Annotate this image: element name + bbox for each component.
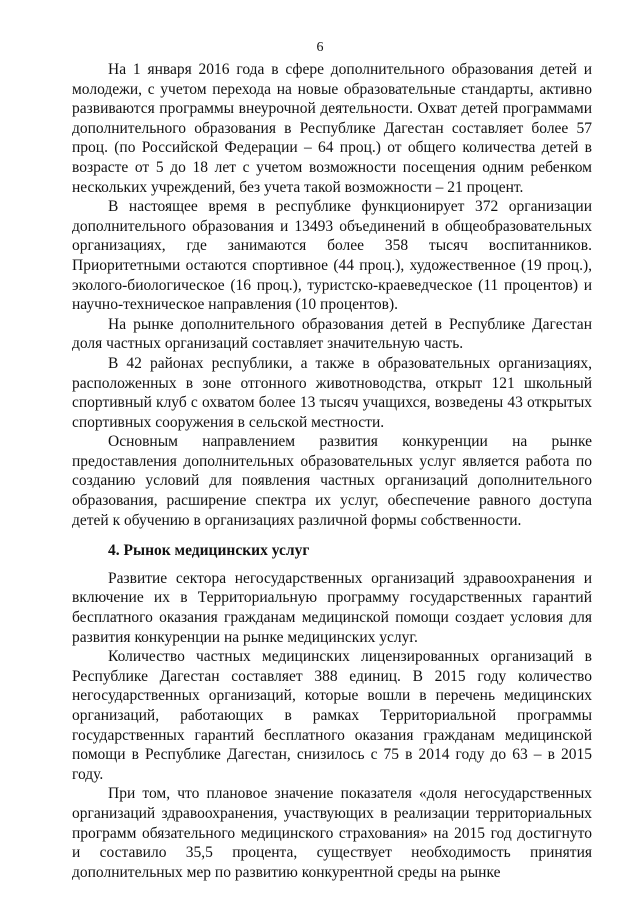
paragraph-private-medical-count: Количество частных медицинских лицензированных организаций в Республике Дагестан составляет 388 единиц. В 2015 году количество негосударственных организаций, которые вошли в перечень медицинских организаций, работающих в рамках Территориальной программы государственных гарантий бесплатного оказания гражданам медицинской помощи в Республике Дагестан, снизилось с 75 в 2014 году до 63 – в 2015 году. xyxy=(72,648,592,783)
paragraph-indicator-share: При том, что плановое значение показателя «доля негосударственных организаций здравоохранения, участвующих в реализации территориальных программ обязательного медицинского страхования» на 2015 год достигнуто и составило 35,5 процента, существует необходимость принятия дополнительных мер по развитию конкурентной среды на рынке xyxy=(72,785,592,881)
section-heading: 4. Рынок медицинских услуг xyxy=(108,542,310,560)
paragraph-sport-clubs: В 42 районах республики, а также в образовательных организациях, расположенных в зоне отгонного животноводства, открыт 121 школьный спортивный клуб с охватом более 13 тысяч учащихся, возведены 43 открытых спортивных сооружения в сельской местности. xyxy=(72,354,592,431)
paragraph-competition-direction: Основным направлением развития конкуренции на рынке предоставления дополнительных образовательных услуг является работа по созданию условий для появления частных организаций дополнительного образования, расширение спектра их услуг, обеспечение равного доступа детей к обучению в организациях различной формы собственности. xyxy=(72,433,592,529)
page-content xyxy=(72,60,592,882)
page-number: 6 xyxy=(316,40,324,55)
paragraph-additional-education-coverage: На 1 января 2016 года в сфере дополнительного образования детей и молодежи, с учетом перехода на новые образовательные стандарты, активно развиваются программы внеурочной деятельности. Охват детей программами дополнительного образования в Республике Дагестан составляет более 57 проц. (по Российской Федерации – 64 проц.) от общего количества детей в возрасте от 5 до 18 лет с учетом возможности посещения одним ребенком нескольких учреждений, без учета такой возможности – 21 процент. xyxy=(72,61,592,196)
paragraph-private-share: На рынке дополнительного образования детей в Республике Дагестан доля частных организаций составляет значительную часть. xyxy=(72,315,592,353)
paragraph-non-state-development: Развитие сектора негосударственных организаций здравоохранения и включение их в Территориальную программу государственных гарантий бесплатного оказания гражданам медицинской помощи создает условия для развития конкуренции на рынке медицинских услуг. xyxy=(72,569,592,646)
paragraph-organizations-count: В настоящее время в республике функционирует 372 организации дополнительного образования и 13493 объединений в общеобразовательных организациях, где занимаются более 358 тысяч воспитанников. Приоритетными остаются спортивное (44 проц.), художественное (19 проц.), эколого-биологическое (16 проц.), туристско-краеведческое (11 процентов) и научно-техническое направления (10 процентов). xyxy=(72,198,592,314)
